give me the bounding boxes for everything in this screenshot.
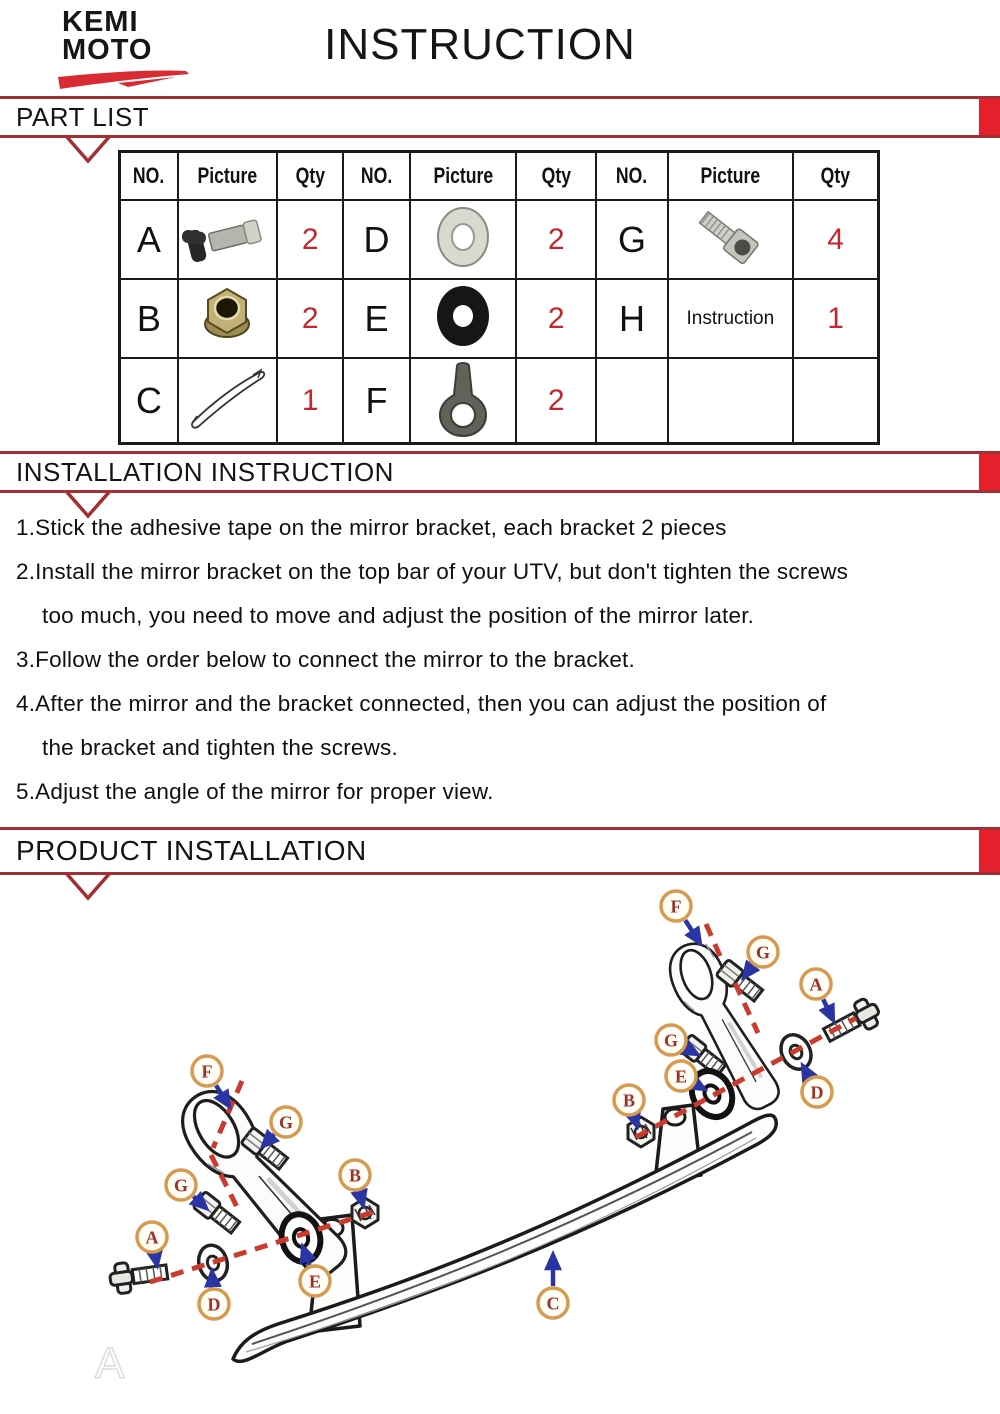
col-header-qty: Qty — [516, 152, 596, 201]
logo-line-2: MOTO — [62, 34, 153, 66]
part-qty-g: 4 — [793, 200, 878, 279]
faint-sketch-letter: A — [95, 1339, 125, 1388]
table-header-row — [120, 152, 879, 201]
table-row — [120, 358, 879, 444]
svg-text:G: G — [755, 942, 771, 963]
part-no-a: A — [120, 200, 178, 279]
svg-text:E: E — [674, 1066, 688, 1087]
part-no-c: C — [120, 358, 178, 444]
part-b-picture — [178, 279, 277, 358]
svg-text:D: D — [810, 1082, 824, 1103]
exploded-assembly-diagram — [0, 880, 1000, 1414]
section-title-product: PRODUCT INSTALLATION — [16, 835, 367, 866]
part-no-d: D — [343, 200, 409, 279]
part-no-h: H — [596, 279, 667, 358]
adhesive-tape-icon — [179, 360, 275, 436]
flat-washer-icon — [413, 201, 513, 273]
part-label-G — [263, 1107, 301, 1146]
part-empty-picture — [668, 358, 793, 444]
step-2: 2.Install the mirror bracket on the top bar of your UTV, but don't tighten the screws — [16, 559, 849, 584]
svg-text:D: D — [207, 1294, 221, 1315]
step-4-continued: the bracket and tighten the screws. — [42, 735, 398, 760]
part-h-picture: Instruction — [668, 279, 793, 358]
section-band-product — [0, 827, 1000, 875]
col-header-no: NO. — [120, 152, 178, 201]
part-qty-b: 2 — [277, 279, 343, 358]
part-g-picture — [668, 200, 793, 279]
part-no-empty — [596, 358, 667, 444]
section-band-installation — [0, 451, 1000, 493]
step-5: 5.Adjust the angle of the mirror for proper view. — [16, 779, 494, 804]
logo-line-1: KEMI — [62, 6, 139, 38]
svg-text:E: E — [308, 1271, 322, 1292]
svg-text:A: A — [145, 1227, 159, 1248]
socket-head-screw-icon — [671, 201, 789, 273]
part-qty-h: 1 — [793, 279, 878, 358]
col-header-picture: Picture — [410, 152, 516, 201]
thumb-screw-icon — [179, 201, 275, 273]
logo-swoosh-icon — [58, 67, 192, 91]
part-qty-a: 2 — [277, 200, 343, 279]
part-list-table — [118, 150, 880, 445]
page-title: INSTRUCTION — [324, 20, 636, 69]
part-qty-d: 2 — [516, 200, 596, 279]
part-label-F — [661, 891, 700, 943]
red-endcap — [979, 99, 1000, 135]
col-header-picture: Picture — [178, 152, 277, 201]
rubber-washer-icon — [413, 280, 513, 352]
section-band-part-list — [0, 96, 1000, 138]
part-a-picture — [178, 200, 277, 279]
red-endcap — [979, 830, 1000, 872]
col-header-picture: Picture — [668, 152, 793, 201]
svg-text:G: G — [173, 1175, 189, 1196]
part-label-C — [538, 1255, 568, 1318]
section-title-installation: INSTALLATION INSTRUCTION — [16, 457, 394, 487]
step-2-continued: too much, you need to move and adjust the position of the mirror later. — [42, 603, 755, 628]
part-no-e: E — [343, 279, 409, 358]
step-3: 3.Follow the order below to connect the mirror to the bracket. — [16, 647, 635, 672]
part-c-picture — [178, 358, 277, 444]
v-notch-icon — [58, 135, 122, 165]
part-qty-f: 2 — [516, 358, 596, 444]
part-d-picture — [410, 200, 516, 279]
svg-text:B: B — [622, 1090, 636, 1111]
part-no-g: G — [596, 200, 667, 279]
section-title-part-list: PART LIST — [16, 102, 150, 132]
part-qty-c: 1 — [277, 358, 343, 444]
col-header-qty: Qty — [793, 152, 878, 201]
col-header-qty: Qty — [277, 152, 343, 201]
part-label-A — [801, 969, 833, 1020]
part-no-f: F — [343, 358, 409, 444]
part-label-G — [744, 937, 778, 977]
svg-text:B: B — [348, 1165, 362, 1186]
mirror-bracket-icon — [413, 359, 513, 437]
svg-text:F: F — [201, 1061, 213, 1082]
part-f-picture — [410, 358, 516, 444]
red-endcap — [979, 454, 1000, 490]
part-e-picture — [410, 279, 516, 358]
table-row — [120, 200, 879, 279]
installation-steps — [16, 506, 848, 814]
part-qty-e: 2 — [516, 279, 596, 358]
svg-text:C: C — [546, 1293, 560, 1314]
col-header-no: NO. — [596, 152, 667, 201]
part-qty-empty — [793, 358, 878, 444]
flange-nut-icon — [179, 280, 275, 352]
part-label-D — [199, 1272, 229, 1319]
left-bracket-assembly — [108, 1070, 378, 1300]
svg-text:A: A — [809, 974, 823, 995]
kemimoto-logo — [62, 8, 152, 64]
col-header-no: NO. — [343, 152, 409, 201]
part-no-b: B — [120, 279, 178, 358]
part-label-G — [166, 1170, 206, 1208]
svg-text:F: F — [670, 896, 682, 917]
step-4: 4.After the mirror and the bracket connected, then you can adjust the position of — [16, 691, 827, 716]
table-row — [120, 279, 879, 358]
step-1: 1.Stick the adhesive tape on the mirror bracket, each bracket 2 pieces — [16, 515, 727, 540]
part-label-A — [137, 1222, 167, 1265]
part-label-D — [802, 1066, 832, 1107]
svg-text:G: G — [663, 1030, 679, 1051]
svg-text:G: G — [278, 1112, 294, 1133]
